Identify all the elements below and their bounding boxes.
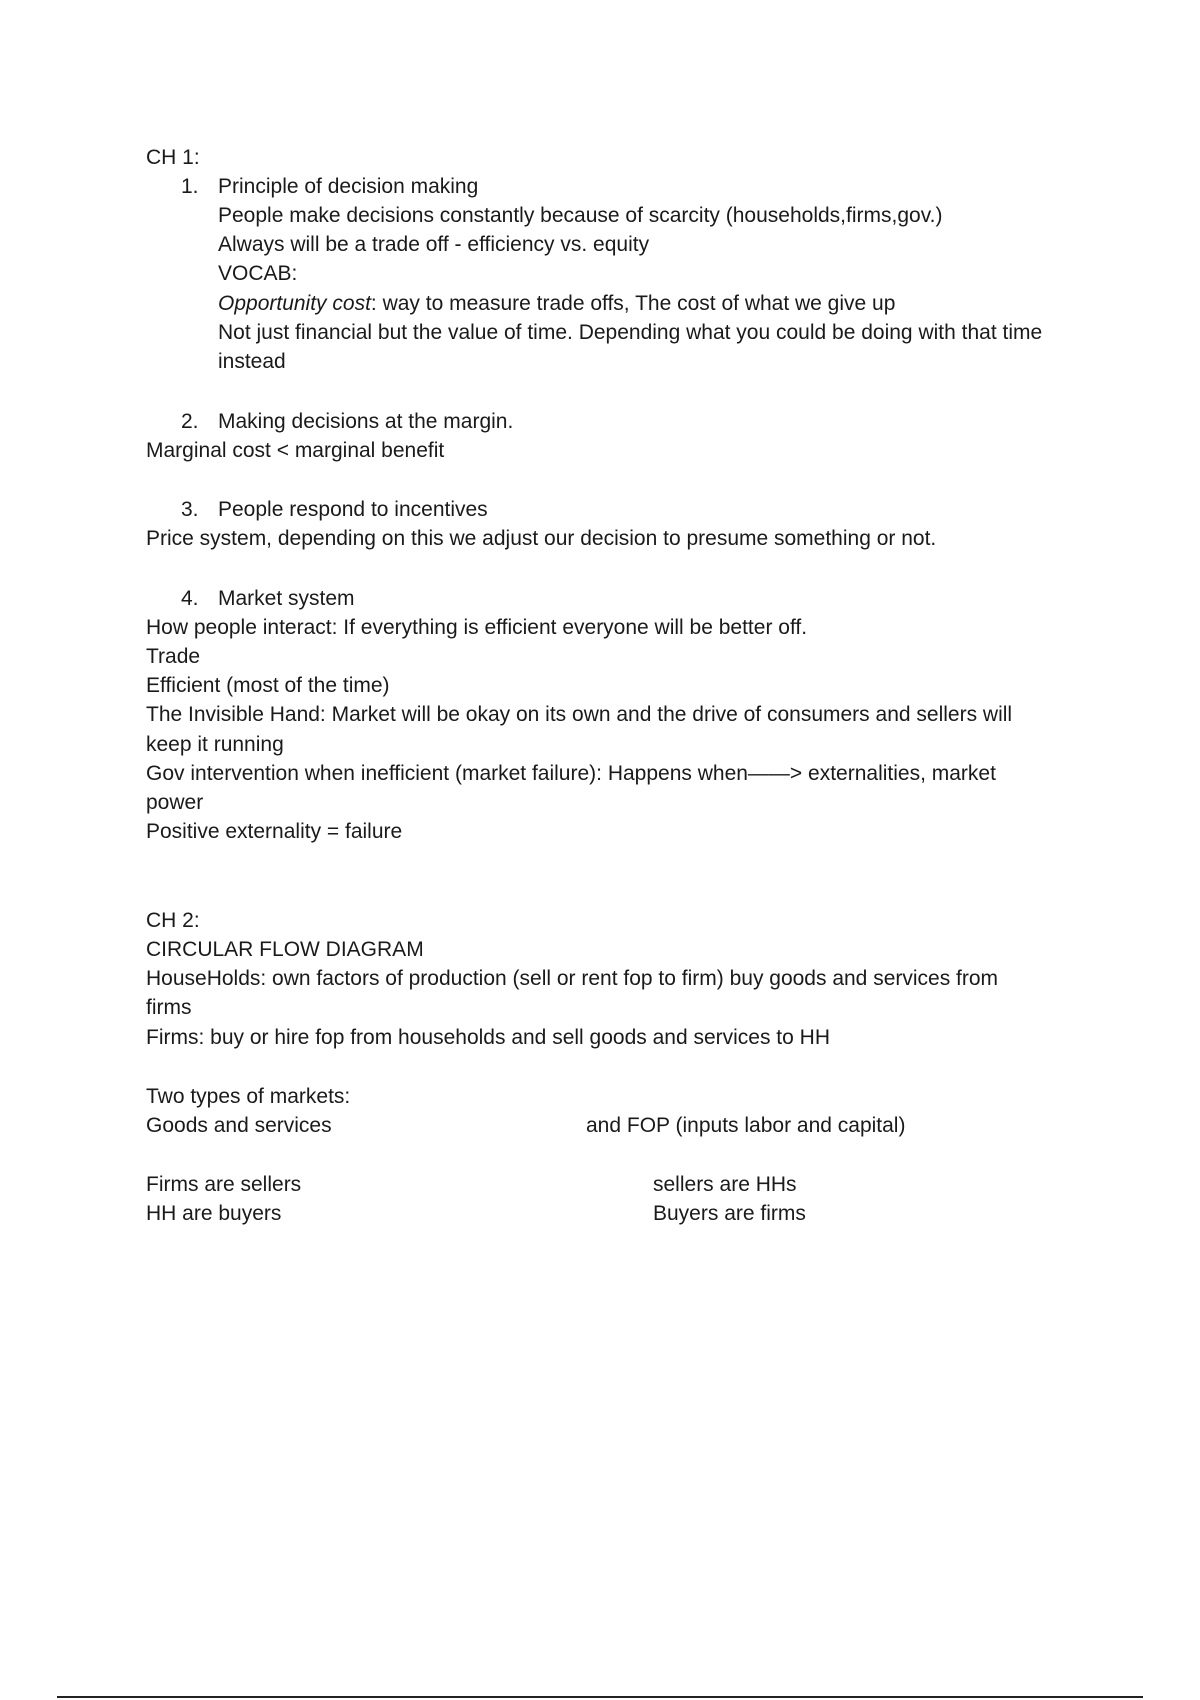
item4-line-2: Trade: [146, 645, 201, 668]
goods-market-sellers: Firms are sellers: [146, 1173, 302, 1196]
item3-title: People respond to incentives: [218, 498, 488, 521]
goods-market-buyers: HH are buyers: [146, 1202, 282, 1225]
item4-title: Market system: [218, 587, 355, 610]
markets-intro: Two types of markets:: [146, 1085, 351, 1108]
market-fop: and FOP (inputs labor and capital): [586, 1114, 906, 1137]
item4-line-7: power: [146, 791, 204, 814]
page-bottom-divider: [57, 1696, 1143, 1698]
item2-body: Marginal cost < marginal benefit: [146, 439, 445, 462]
item1-line-3: VOCAB:: [218, 262, 298, 285]
item1-line-4: Not just financial but the value of time. Depending what you could be doing with that time: [218, 321, 1043, 344]
item4-line-5: keep it running: [146, 733, 284, 756]
item4-line-1: How people interact: If everything is efficient everyone will be better off.: [146, 616, 808, 639]
item1-number: 1.: [181, 175, 199, 198]
item4-line-3: Efficient (most of the time): [146, 674, 390, 697]
item2-title: Making decisions at the margin.: [218, 410, 514, 433]
item1-line-2: Always will be a trade off - efficiency vs. equity: [218, 233, 650, 256]
item3-number: 3.: [181, 498, 199, 521]
opportunity-cost-definition: [218, 289, 895, 318]
ch1-heading: CH 1:: [146, 146, 200, 169]
item4-number: 4.: [181, 587, 199, 610]
ch2-line-4: Firms: buy or hire fop from households and sell goods and services to HH: [146, 1026, 830, 1049]
item4-line-6: Gov intervention when inefficient (market failure): Happens when——> externalities, market: [146, 762, 996, 785]
ch2-heading: CH 2:: [146, 909, 200, 932]
item1-line-5: instead: [218, 350, 286, 373]
ch2-line-3: firms: [146, 996, 192, 1019]
fop-market-buyers: Buyers are firms: [653, 1202, 806, 1225]
ch2-line-2: HouseHolds: own factors of production (sell or rent fop to firm) buy goods and services from: [146, 967, 999, 990]
opportunity-cost-text: : way to measure trade offs, The cost of what we give up: [370, 292, 896, 315]
market-goods-services: Goods and services: [146, 1114, 332, 1137]
item1-line-1: People make decisions constantly because of scarcity (households,firms,gov.): [218, 204, 943, 227]
item4-line-8: Positive externality = failure: [146, 820, 403, 843]
item1-title: Principle of decision making: [218, 175, 479, 198]
item3-body: Price system, depending on this we adjust our decision to presume something or not.: [146, 527, 937, 550]
fop-market-sellers: sellers are HHs: [653, 1173, 797, 1196]
ch2-line-1: CIRCULAR FLOW DIAGRAM: [146, 938, 424, 961]
opportunity-cost-term: Opportunity cost: [218, 292, 371, 315]
item2-number: 2.: [181, 410, 199, 433]
item4-line-4: The Invisible Hand: Market will be okay on its own and the drive of consumers and sellers will: [146, 703, 1013, 726]
